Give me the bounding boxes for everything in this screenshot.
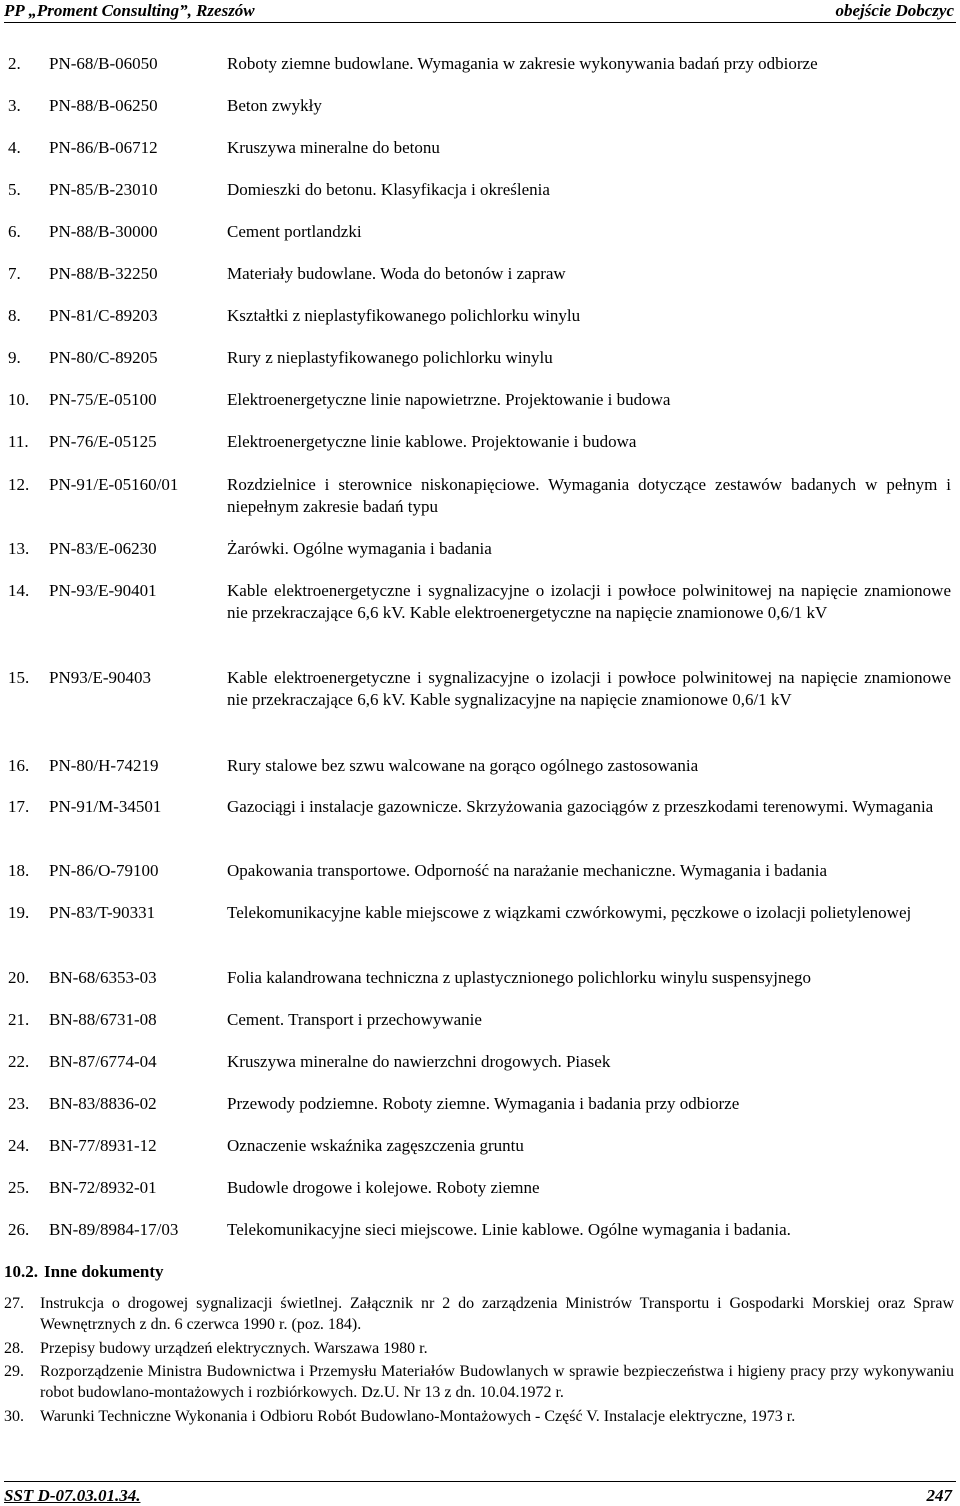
- item-number: 28.: [4, 1340, 24, 1357]
- item-number: 5.: [8, 180, 21, 199]
- standard-code: PN-93/E-90401: [49, 581, 157, 600]
- header-company: PP „Proment Consulting”, Rzeszów: [4, 1, 255, 20]
- document-text: Warunki Techniczne Wykonania i Odbioru Robót Budowlano-Montażowych - Część V. Instalacje elektryczne, 1973 r.: [40, 1408, 796, 1425]
- item-number: 27.: [4, 1295, 24, 1312]
- item-number: 7.: [8, 264, 21, 283]
- item-number: 13.: [8, 539, 30, 558]
- standard-title: Telekomunikacyjne sieci miejscowe. Linie kablowe. Ogólne wymagania i badania.: [227, 1220, 791, 1239]
- item-number: 22.: [8, 1052, 30, 1071]
- standard-code: PN-83/E-06230: [49, 539, 157, 558]
- standard-title: Beton zwykły: [227, 96, 322, 115]
- document-text: Instrukcja o drogowej sygnalizacji świetlnej. Załącznik nr 2 do zarządzenia Ministrów Transportu i Gospodarki Morskiej oraz Spraw Wewnętrznych z dn. 6 czerwca 1990 r. (poz. 184).: [40, 1295, 954, 1333]
- standard-code: BN-77/8931-12: [49, 1136, 157, 1155]
- standard-code: BN-68/6353-03: [49, 968, 157, 987]
- item-number: 15.: [8, 668, 30, 687]
- document-text: Przepisy budowy urządzeń elektrycznych. Warszawa 1980 r.: [40, 1340, 428, 1357]
- page-number: 247: [926, 1486, 952, 1505]
- standard-code: PN-80/H-74219: [49, 756, 159, 775]
- standard-code: PN-83/T-90331: [49, 903, 156, 922]
- item-number: 2.: [8, 54, 21, 73]
- standard-code: PN-88/B-30000: [49, 222, 158, 241]
- standard-title: Kruszywa mineralne do betonu: [227, 138, 440, 157]
- standard-title: Folia kalandrowana techniczna z uplastycznionego polichlorku winylu suspensyjnego: [227, 968, 811, 987]
- standard-title: Cement portlandzki: [227, 222, 362, 241]
- standard-code: PN-86/B-06712: [49, 138, 158, 157]
- standard-code: BN-87/6774-04: [49, 1052, 157, 1071]
- item-number: 30.: [4, 1408, 24, 1425]
- item-number: 14.: [8, 581, 30, 600]
- standard-title: Rury stalowe bez szwu walcowane na gorąco ogólnego zastosowania: [227, 756, 699, 775]
- standard-title: Przewody podziemne. Roboty ziemne. Wymagania i badania przy odbiorze: [227, 1094, 740, 1113]
- standard-title: Elektroenergetyczne linie kablowe. Projektowanie i budowa: [227, 432, 637, 451]
- document-text: Rozporządzenie Ministra Budownictwa i Przemysłu Materiałów Budowlanych w sprawie bezpieczeństwa i higieny pracy przy wykonywaniu robot budowlano-montażowych i rozbiórkowych. Dz.U. Nr 13 z dn. 10.04.1972 r.: [40, 1363, 954, 1401]
- item-number: 29.: [4, 1363, 24, 1380]
- item-number: 23.: [8, 1094, 30, 1113]
- item-number: 25.: [8, 1178, 30, 1197]
- standard-code: PN-81/C-89203: [49, 306, 158, 325]
- standard-code: PN-76/E-05125: [49, 432, 157, 451]
- item-number: 12.: [8, 475, 30, 494]
- spec-code: SST D-07.03.01.34.: [4, 1486, 141, 1505]
- item-number: 20.: [8, 968, 30, 987]
- standard-title: Roboty ziemne budowlane. Wymagania w zakresie wykonywania badań przy odbiorze: [227, 54, 818, 73]
- standard-title: Telekomunikacyjne kable miejscowe z wiązkami czwórkowymi, pęczkowe o izolacji polietylenowej: [227, 903, 912, 922]
- standard-code: PN-88/B-32250: [49, 264, 158, 283]
- item-number: 8.: [8, 306, 21, 325]
- standard-title: Kształtki z nieplastyfikowanego polichlorku winylu: [227, 306, 581, 325]
- section-heading: [4, 1262, 164, 1282]
- item-number: 26.: [8, 1220, 30, 1239]
- item-number: 11.: [8, 432, 29, 451]
- standard-title: Opakowania transportowe. Odporność na narażanie mechaniczne. Wymagania i badania: [227, 861, 828, 880]
- item-number: 3.: [8, 96, 21, 115]
- standard-title: Domieszki do betonu. Klasyfikacja i określenia: [227, 180, 550, 199]
- standard-code: PN-91/E-05160/01: [49, 475, 179, 494]
- header-project: obejście Dobczyc: [835, 1, 954, 20]
- item-number: 21.: [8, 1010, 30, 1029]
- item-number: 17.: [8, 797, 30, 816]
- standard-code: PN-80/C-89205: [49, 348, 158, 367]
- item-number: 18.: [8, 861, 30, 880]
- standard-title: Rury z nieplastyfikowanego polichlorku winylu: [227, 348, 553, 367]
- standard-title: Kable elektroenergetyczne i sygnalizacyjne o izolacji i powłoce polwinitowej na napięcie znamionowe nie przekraczające 6,6 kV. Kable elektroenergetyczne na napięcie znamionowe 0,6/1 kV: [227, 581, 951, 622]
- standard-code: PN93/E-90403: [49, 668, 151, 687]
- standard-title: Kable elektroenergetyczne i sygnalizacyjne o izolacji i powłoce polwinitowej na napięcie znamionowe nie przekraczające 6,6 kV. Kable sygnalizacyjne na napięcie znamionowe 0,6/1 kV: [227, 668, 951, 709]
- item-number: 10.: [8, 390, 30, 409]
- standard-code: PN-88/B-06250: [49, 96, 158, 115]
- standard-title: Materiały budowlane. Woda do betonów i zapraw: [227, 264, 566, 283]
- item-number: 6.: [8, 222, 21, 241]
- page-header: [4, 0, 956, 23]
- standard-code: BN-83/8836-02: [49, 1094, 157, 1113]
- section-number: 10.2.: [4, 1262, 38, 1281]
- standard-code: PN-86/O-79100: [49, 861, 159, 880]
- item-number: 4.: [8, 138, 21, 157]
- standard-code: PN-68/B-06050: [49, 54, 158, 73]
- standard-title: Żarówki. Ogólne wymagania i badania: [227, 539, 492, 558]
- standard-title: Cement. Transport i przechowywanie: [227, 1010, 482, 1029]
- standard-code: BN-72/8932-01: [49, 1178, 157, 1197]
- standard-code: BN-89/8984-17/03: [49, 1220, 179, 1239]
- item-number: 24.: [8, 1136, 30, 1155]
- item-number: 19.: [8, 903, 30, 922]
- standard-title: Budowle drogowe i kolejowe. Roboty ziemne: [227, 1178, 540, 1197]
- item-number: 16.: [8, 756, 30, 775]
- standard-code: PN-75/E-05100: [49, 390, 157, 409]
- page-footer: [4, 1481, 956, 1506]
- section-title: Inne dokumenty: [44, 1262, 164, 1281]
- standard-code: PN-91/M-34501: [49, 797, 162, 816]
- standard-title: Rozdzielnice i sterownice niskonapięciowe. Wymagania dotyczące zestawów badanych w pełnym i niepełnym zakresie badań typu: [227, 475, 951, 516]
- standard-title: Gazociągi i instalacje gazownicze. Skrzyżowania gazociągów z przeszkodami terenowymi. Wymagania: [227, 797, 934, 816]
- standard-title: Elektroenergetyczne linie napowietrzne. Projektowanie i budowa: [227, 390, 671, 409]
- item-number: 9.: [8, 348, 21, 367]
- standard-code: PN-85/B-23010: [49, 180, 158, 199]
- standard-title: Oznaczenie wskaźnika zagęszczenia gruntu: [227, 1136, 524, 1155]
- standard-code: BN-88/6731-08: [49, 1010, 157, 1029]
- standard-title: Kruszywa mineralne do nawierzchni drogowych. Piasek: [227, 1052, 611, 1071]
